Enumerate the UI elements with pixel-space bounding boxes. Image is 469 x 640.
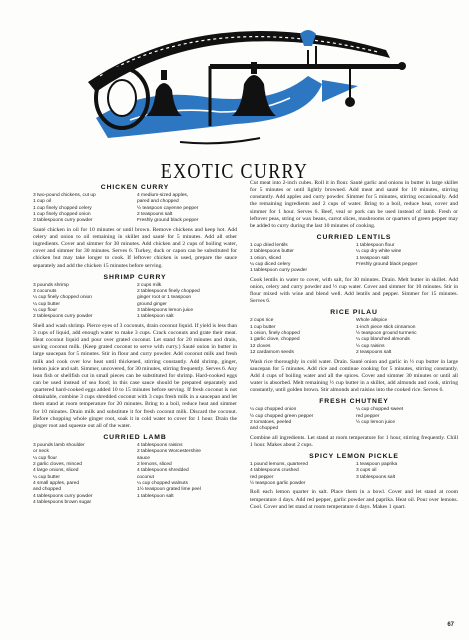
ingredient-item: 4 tablespoons shredded [137,468,189,474]
ingredient-item: 1 cup butter [250,324,276,330]
ingredient-item: ¼ cup flour [33,455,57,461]
ingredient-item: 3 pounds shrimp [33,282,69,288]
recipe-heading: SHRIMP CURRY [103,273,167,281]
ingredient-item: Freshly ground black pepper [356,262,418,268]
ingredient-item: 2 teaspoons salt [356,350,392,356]
ingredient-item: ginger root or 1 teaspoon [137,295,192,301]
ingredient-item: 1 tablespoon curry powder [250,268,308,274]
ingredient-item: ¼ cup chopped walnuts [137,481,188,487]
recipe-method: Sauté chicken in oil for 10 minutes or until brown. Remove chickens and keep hot. Add celery and onion to oil remaining in skillet and sauté for 5 minutes. Add all other ingredients. Cover and simmer for 30 minutes. Add chicken and 2 cups of boiling water, cover and simmer for 30 minutes. Serves 6. Turkey, duck or capon can be substituted for chicken but may take longer to cook. If leftover chicken is used, prepare the sauce separately and add the chicken 15 minutes before serving. [33,226,237,269]
recipe-method: Combine all ingredients. Let stand at room temperature for 1 hour, stirring frequently. Chill 1 hour. Makes about 2 cups. [250,434,458,448]
ingredient-item: 4 tablespoons curry powder [33,493,93,499]
ingredient-item: red pepper [250,474,274,480]
ingredient-item: 1 onion, finely chopped [250,331,300,337]
ingredient-item: 1 cup finely chopped onion [33,212,91,218]
recipe-heading: SPICY LEMON PICKLE [309,452,399,460]
ingredient-list [250,318,458,356]
ingredient-list [33,193,237,225]
ingredient-item: 3 tablespoons curry powder [33,218,93,224]
ingredient-item: 12 cardamom seeds [250,350,294,356]
ingredient-item: 3 coconuts [33,289,57,294]
recipe-heading: FRESH CHUTNEY [319,398,389,406]
ingredient-item: ¼ cup butter [33,474,60,480]
ingredient-item: ¼ cup blanched almonds [356,337,410,343]
ingredient-item: 2 cups milk [137,282,162,288]
ingredient-item: ¼ cup chopped onion [250,407,297,413]
ingredient-item: 1 onion, sliced [250,255,281,261]
recipe-heading: CURRIED LENTILS [316,234,392,242]
ingredient-item: 1 cup oil [33,199,52,205]
ingredient-item: 4 small apples, pared [33,481,80,487]
recipe-method: Roll each lemon quarter in salt. Place them in a bowl. Cover and let stand at room temperature 4 days. Add red pepper, garlic powder and paprika. Heat oil. Pour over lemons. Cool. Cover and let stand at room temperature 4 days. Makes 1 quart. [250,489,458,510]
ingredient-item: 12 cloves [250,343,271,349]
ingredient-item: and chopped [33,487,62,493]
ingredient-list [250,243,458,275]
ingredient-item: ½ teaspoon cayenne pepper [137,205,199,211]
ingredient-item: ¼ cup finely chopped onion [33,295,92,301]
ingredient-item: 1 tablespoon salt [137,314,174,320]
ingredient-item: 1 cup finely chopped celery [33,205,92,211]
ingredient-item: 2 tablespoons curry powder [33,314,93,320]
ingredient-item: 2 tablespoons finely chopped [137,289,200,294]
right-column [250,180,458,511]
left-column [33,180,237,509]
ingredient-item: 1 pound lemons, quartered [250,461,308,467]
ingredient-item: 2 tablespoons Worcestershire [137,449,201,455]
ingredient-list [33,283,237,321]
recipe-method: Cut meat into 2-inch cubes. Roll it in flour. Sauté garlic and onions in butter in large skillet for 5 minutes or until lightly browned. Add meat and sauté for 10 minutes, stirring constantly. Add apples and curry powder. Simmer for 5 minutes, stirring occasionally. Add the remaining ingredients and 2 cups of water. Bring to a boil, reduce heat, cover and simmer for 1 hour. Serves 6. Beef, veal or pork can be used instead of lamb. Fresh or leftover peas, string or wax beans, carrot slices, mushrooms or quarters of green pepper may be added to curry during the last 10 minutes of cooking. [250,180,458,229]
ingredient-item: 1 tablespoon salt [137,493,174,499]
recipe-heading: CURRIED LAMB [103,434,167,442]
ingredient-item: coconut [137,474,154,480]
ingredient-list [33,443,237,506]
ingredient-item: 2 lemons, sliced [137,462,172,468]
ingredient-item: ½ teaspoon ground turmeric [356,331,417,337]
page-number: 67 [447,622,454,628]
ingredient-item: 4 tablespoons raisins [137,443,183,449]
ingredient-item: ½ cup chopped green pepper [250,413,314,419]
ingredient-item: Whole allspice [356,318,388,324]
page-title: EXOTIC CURRY [160,159,309,183]
ingredient-item: ¼ cup flour [33,308,57,314]
recipe-method: Wash rice thoroughly in cold water. Drain. Sauté onion and garlic in ½ cup butter in large saucepan for 5 minutes. Add rice and continue cooking for 5 minutes, stirring constantly. Add 4 cups of boiling water and all the spices. Cover and simmer 30 minutes or until all water is absorbed. Melt remaining ½ cup butter in a skillet, add almonds and cook, stirring constantly, until golden brown. Stir almonds and raisins into the cooked rice. Serves 6. [250,358,458,394]
ingredient-item: 1½ teaspoon grated lime peel [137,487,201,493]
ingredient-item: 2 cups rice [250,318,274,324]
lamp-and-bells-icon [60,6,406,158]
ingredient-item: 2 garlic cloves, minced [33,462,82,468]
ingredient-item: 1 teaspoon paprika [356,461,398,467]
ingredient-item: or neck [33,449,49,455]
ingredient-item: Freshly ground black pepper [137,218,199,224]
recipe-method: Cook lentils in water to cover, with salt, for 30 minutes. Drain. Melt butter in skillet. Add onion, celery and curry powder and ½ cup water. Cover and simmer for 10 minutes. Stir in flour mixed with wine and blend well. Add lentils and pepper. Simmer for 15 minutes. Serves 6. [250,276,458,305]
ingredient-item: and chopped [250,426,279,432]
ingredient-item: 1-inch piece stick cinnamon [356,324,416,330]
ingredient-item: 3 cups oil [356,468,377,474]
ingredient-list [250,462,458,487]
ingredient-list [250,407,458,432]
ingredient-item: ½ cup raisins [356,343,385,349]
ingredient-item: ¼ cup chopped sweet [356,407,404,413]
ingredient-item: ½ cup lemon juice [356,419,396,425]
ingredient-item: 1 tablespoon flour [356,243,395,249]
recipe-method: Shell and wash shrimp. Pierce eyes of 3 coconuts, drain coconut liquid. If yield is less than 3 cups of liquid, add enough water to make 3 cups. Crack coconuts and grate their meat. Heat coconut liquid and pour over grated coconut. Let stand for 20 minutes and drain, saving coconut milk. (Keep grated coconut to serve with curry.) Sauté onion in butter in large saucepan for 5 minutes. Stir in flour and curry powder. Add coconut milk and fresh milk and cook over low heat until thickened, stirring constantly. Add shrimp, ginger, lemon juice and salt. Simmer, uncovered, for 30 minutes, stirring frequently. Serves 6. Any lean fish or shellfish cut in small pieces can be substituted for shrimp. Hard-cooked eggs can be used instead of sea food; in this case sauce should be prepared separately and quartered hard-cooked eggs added 10 to 15 minutes before serving. If fresh coconut is not obtainable, combine 3 cups shredded coconut with 3 cups fresh milk in a saucepan and let them stand at room temperature for 20 minutes. Bring to a boil, reduce heat and simmer for 10 minutes. Drain milk and substitute it for fresh coconut milk. Discard the coconut. Before chopping whole ginger root, soak it in cold water to cover for 1 hour. Drain the ginger root and squeeze out all of the water. [33,322,237,429]
ingredient-item: 2 tablespoons butter [250,249,294,255]
ingredient-item: 2 tomatoes, peeled [250,419,292,425]
ingredient-item: ½ teaspoon garlic powder [250,481,306,486]
ingredient-item: sauce [137,455,150,461]
ingredient-item: 4 large onions, sliced [33,468,79,474]
ingredient-item: ¼ cup dry white wine [356,249,402,255]
ingredient-item: 1 teaspoon salt [356,255,389,261]
ingredient-item: 3 pounds lamb shoulder [33,443,85,449]
ingredient-item: 3 tablespoons salt [356,474,396,480]
ingredient-item: ground ginger [137,301,167,307]
ingredient-item: 3 tablespoons lemon juice [137,308,194,314]
ingredient-item: 2 teaspoons salt [137,212,173,218]
ingredient-item: 1 cup dried lentils [250,243,288,249]
ingredient-item: pared and chopped [137,199,179,205]
ingredient-item: 4 tablespoons brown sugar [33,500,92,506]
ingredient-item: 4 tablespoons crushed [250,468,299,474]
ingredient-item: ¼ cup diced celery [250,262,291,268]
ingredient-item: 4 medium-sized apples, [137,193,189,198]
ingredient-item: red pepper [356,413,380,419]
recipe-heading: RICE PILAU [330,309,378,317]
ingredient-item: ¼ cup butter [33,301,60,307]
ingredient-item: 1 garlic clove, chopped [250,337,300,343]
recipe-heading: CHICKEN CURRY [100,184,170,191]
ingredient-item: 3 two-pound chickens, cut up [33,193,96,198]
